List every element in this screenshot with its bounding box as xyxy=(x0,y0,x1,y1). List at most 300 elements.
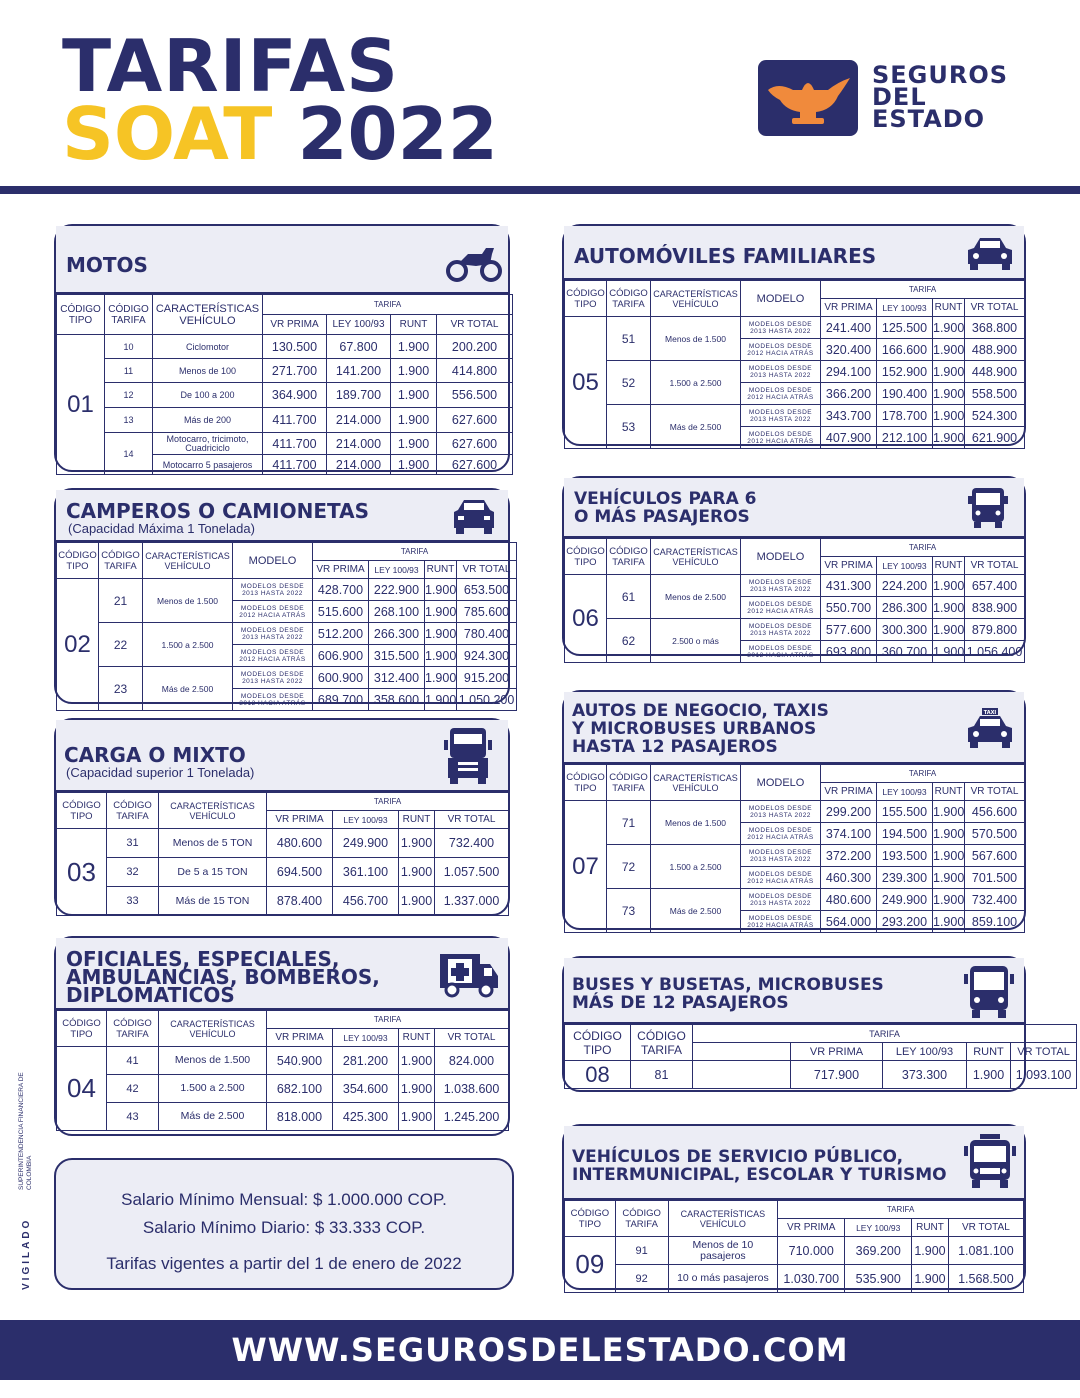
card-header xyxy=(56,720,508,792)
vr-total: 732.400 xyxy=(965,889,1025,911)
col-modelo: MODELO xyxy=(741,281,821,317)
card-publico xyxy=(562,1124,1026,1290)
vr-prima: 606.900 xyxy=(313,645,369,667)
vr-prima: 428.700 xyxy=(313,579,369,601)
motos-table xyxy=(56,294,513,475)
caracteristica: Menos de 100 xyxy=(153,359,263,383)
runt: 1.900 xyxy=(933,641,965,663)
title-line-2 xyxy=(62,92,498,176)
runt: 1.900 xyxy=(933,317,965,339)
runt: 1.900 xyxy=(933,619,965,641)
motorcycle-icon xyxy=(446,240,502,287)
table-row xyxy=(565,889,1025,911)
vr-prima: 818.000 xyxy=(267,1103,333,1131)
runt: 1.900 xyxy=(933,889,965,911)
ley: 312.400 xyxy=(369,667,425,689)
vr-prima: 550.700 xyxy=(821,597,877,619)
caracteristica: De 100 a 200 xyxy=(153,383,263,408)
logo-line-3: ESTADO xyxy=(872,105,986,133)
table-row xyxy=(565,845,1025,867)
tarifa-code: 52 xyxy=(607,361,651,405)
vr-total: 414.800 xyxy=(437,359,513,383)
vr-total: 732.400 xyxy=(435,829,509,858)
card-autos xyxy=(562,224,1026,446)
tarifa-code: 41 xyxy=(107,1047,159,1075)
vr-total: 570.500 xyxy=(965,823,1025,845)
col-codigo-tipo: CÓDIGO TIPO xyxy=(57,793,107,829)
col-ley: LEY 100/93 xyxy=(883,1043,967,1061)
card-header xyxy=(56,938,508,1010)
ley: 373.300 xyxy=(883,1061,967,1089)
salary-info-box xyxy=(54,1158,514,1290)
vr-total: 1.056.400 xyxy=(965,641,1025,663)
ley: 193.500 xyxy=(877,845,933,867)
col-runt: RUNT xyxy=(391,315,437,335)
ley: 212.100 xyxy=(877,427,933,449)
col-tarifa: TARIFA xyxy=(263,295,513,315)
card-title: AUTOMÓVILES FAMILIARES xyxy=(574,244,877,268)
tipo-code: 07 xyxy=(565,801,607,933)
taxi-sign: TAXI xyxy=(983,710,997,716)
col-vr-prima: VR PRIMA xyxy=(821,299,877,317)
col-caracteristicas: CARACTERÍSTICAS VEHÍCULO xyxy=(651,765,741,801)
caracteristica: De 5 a 15 TON xyxy=(159,858,267,887)
vr-total: 785.600 xyxy=(457,601,517,623)
col-codigo-tipo: CÓDIGO TIPO xyxy=(57,1011,107,1047)
superintendencia-label: SUPERINTENDENCIA FINANCIERA DE COLOMBIA xyxy=(18,1072,33,1190)
tipo-code: 09 xyxy=(565,1237,616,1293)
col-vr-prima: VR PRIMA xyxy=(821,783,877,801)
tarifa-code: 23 xyxy=(99,667,143,711)
col-ley: LEY 100/93 xyxy=(369,561,425,579)
tarifa-code: 22 xyxy=(99,623,143,667)
tarifa-code: 73 xyxy=(607,889,651,933)
vr-prima: 411.700 xyxy=(263,433,327,455)
col-runt: RUNT xyxy=(933,557,965,575)
vr-prima: 878.400 xyxy=(267,887,333,916)
card-header xyxy=(564,478,1024,538)
col-caracteristicas: CARACTERÍSTICAS VEHÍCULO xyxy=(159,793,267,829)
card-header xyxy=(564,1126,1024,1200)
table-row xyxy=(57,667,517,689)
vr-prima: 1.030.700 xyxy=(778,1265,845,1293)
caracteristica: Más de 2.500 xyxy=(143,667,233,711)
caracteristica: Más de 200 xyxy=(153,408,263,433)
ley: 178.700 xyxy=(877,405,933,427)
table-row xyxy=(57,1103,509,1131)
runt: 1.900 xyxy=(425,689,457,711)
modelo: MODELOS DESDE 2013 HASTA 2022 xyxy=(741,619,821,641)
logo-text xyxy=(872,61,1009,133)
tarifa-code: 51 xyxy=(607,317,651,361)
col-codigo-tarifa: CÓDIGO TARIFA xyxy=(607,281,651,317)
tarifa-code: 42 xyxy=(107,1075,159,1103)
col-tarifa: TARIFA xyxy=(267,1011,509,1029)
runt: 1.900 xyxy=(391,433,437,455)
vr-total: 1.038.600 xyxy=(435,1075,509,1103)
vr-total: 1.057.500 xyxy=(435,858,509,887)
runt: 1.900 xyxy=(933,801,965,823)
title-line-1: TARIFAS xyxy=(62,24,399,108)
vr-prima: 374.100 xyxy=(821,823,877,845)
tarifa-code: 71 xyxy=(607,801,651,845)
vr-total: 556.500 xyxy=(437,383,513,408)
caracteristica: Menos de 1.500 xyxy=(651,317,741,361)
runt: 1.900 xyxy=(933,339,965,361)
caracteristica: 1.500 a 2.500 xyxy=(159,1075,267,1103)
card-header xyxy=(564,692,1024,764)
col-codigo-tarifa: CÓDIGO TARIFA xyxy=(107,793,159,829)
vr-prima: 271.700 xyxy=(263,359,327,383)
col-tarifa: TARIFA xyxy=(821,281,1025,299)
vr-total: 627.600 xyxy=(437,408,513,433)
tipo-code: 03 xyxy=(57,829,107,916)
car-icon xyxy=(966,236,1014,277)
col-codigo-tarifa: CÓDIGO TARIFA xyxy=(615,1201,668,1237)
col-runt: RUNT xyxy=(399,1029,435,1047)
tarifa-code: 21 xyxy=(99,579,143,623)
card-title: OFICIALES, ESPECIALES, AMBULANCIAS, BOMBEROS, DIPLOMATICOS xyxy=(66,947,380,1007)
runt: 1.900 xyxy=(425,579,457,601)
header-divider xyxy=(0,186,1080,194)
col-modelo: MODELO xyxy=(741,539,821,575)
pickup-truck-icon xyxy=(452,496,496,541)
logo-line-2: DEL xyxy=(872,83,927,111)
modelo: MODELOS DESDE 2013 HASTA 2022 xyxy=(233,579,313,601)
ley: 222.900 xyxy=(369,579,425,601)
runt: 1.900 xyxy=(391,359,437,383)
runt: 1.900 xyxy=(425,601,457,623)
ley: 155.500 xyxy=(877,801,933,823)
caracteristica: Más de 2.500 xyxy=(651,889,741,933)
modelo: MODELOS DESDE 2013 HASTA 2022 xyxy=(741,889,821,911)
col-vr-prima: VR PRIMA xyxy=(778,1219,845,1237)
caracteristica: 2.500 o más xyxy=(651,619,741,663)
salario-diario: Salario Mínimo Diario: $ 33.333 COP. xyxy=(142,1218,426,1237)
table-row xyxy=(565,1061,1077,1089)
modelo: MODELOS DESDE 2013 HASTA 2022 xyxy=(741,405,821,427)
col-codigo-tarifa: CÓDIGO TARIFA xyxy=(99,543,143,579)
runt: 1.900 xyxy=(425,645,457,667)
title-year: 2022 xyxy=(297,92,498,176)
caracteristica: Menos de 10 pasajeros xyxy=(668,1237,778,1265)
ley: 369.200 xyxy=(845,1237,912,1265)
table-row xyxy=(57,858,509,887)
tarifas-vigencia: Tarifas vigentes a partir del 1 de enero de 2022 xyxy=(106,1254,462,1273)
card-taxis xyxy=(562,690,1026,930)
runt: 1.900 xyxy=(933,405,965,427)
ley: 189.700 xyxy=(327,383,391,408)
vr-total: 448.900 xyxy=(965,361,1025,383)
vr-prima: 564.000 xyxy=(821,911,877,933)
vr-prima: 480.600 xyxy=(821,889,877,911)
vr-prima: 366.200 xyxy=(821,383,877,405)
bus-icon xyxy=(964,964,1014,1025)
card-seis-pasajeros xyxy=(562,476,1026,659)
ley: 141.200 xyxy=(327,359,391,383)
runt: 1.900 xyxy=(399,887,435,916)
ley: 315.500 xyxy=(369,645,425,667)
card-oficiales xyxy=(54,936,510,1136)
runt: 1.900 xyxy=(425,623,457,645)
runt: 1.900 xyxy=(391,455,437,475)
table-row xyxy=(57,359,513,383)
col-codigo-tarifa: CÓDIGO TARIFA xyxy=(607,765,651,801)
caracteristica: Más de 2.500 xyxy=(159,1103,267,1131)
tarifa-code: 14 xyxy=(105,433,153,475)
caracteristica: Menos de 1.500 xyxy=(159,1047,267,1075)
tarifa-code: 91 xyxy=(615,1237,668,1265)
modelo: MODELOS DESDE 2012 HACIA ATRÁS xyxy=(741,597,821,619)
tarifa-code: 33 xyxy=(107,887,159,916)
caracteristica: 10 o más pasajeros xyxy=(668,1265,778,1293)
table-row xyxy=(57,433,513,455)
ley: 249.900 xyxy=(877,889,933,911)
ley: 425.300 xyxy=(333,1103,399,1131)
modelo: MODELOS DESDE 2013 HASTA 2022 xyxy=(741,801,821,823)
table-row xyxy=(565,361,1025,383)
table-row xyxy=(565,317,1025,339)
carga-table xyxy=(56,792,509,916)
modelo: MODELOS DESDE 2012 HACIA ATRÁS xyxy=(741,867,821,889)
col-runt: RUNT xyxy=(425,561,457,579)
col-caracteristicas: CARACTERÍSTICAS VEHÍCULO xyxy=(668,1201,778,1237)
modelo: MODELOS DESDE 2012 HACIA ATRÁS xyxy=(741,641,821,663)
ley: 535.900 xyxy=(845,1265,912,1293)
card-title: CAMPEROS O CAMIONETAS xyxy=(66,499,369,523)
vr-prima: 411.700 xyxy=(263,408,327,433)
genie-lamp-icon xyxy=(758,60,858,136)
col-vr-prima: VR PRIMA xyxy=(821,557,877,575)
card-buses xyxy=(562,956,1072,1092)
table-row xyxy=(565,405,1025,427)
vr-prima: 577.600 xyxy=(821,619,877,641)
caracteristica: 1.500 a 2.500 xyxy=(143,623,233,667)
caracteristica: Menos de 2.500 xyxy=(651,575,741,619)
tipo-code: 06 xyxy=(565,575,607,663)
modelo: MODELOS DESDE 2012 HACIA ATRÁS xyxy=(741,383,821,405)
tarifa-code: 61 xyxy=(607,575,651,619)
vr-prima: 294.100 xyxy=(821,361,877,383)
van-icon xyxy=(968,486,1008,535)
vr-total: 657.400 xyxy=(965,575,1025,597)
table-row xyxy=(57,408,513,433)
col-codigo-tipo: CÓDIGO TIPO xyxy=(565,765,607,801)
col-vr-total: VR TOTAL xyxy=(1011,1043,1077,1061)
caracteristica: Menos de 5 TON xyxy=(159,829,267,858)
school-bus-icon xyxy=(962,1134,1018,1195)
vr-prima: 515.600 xyxy=(313,601,369,623)
buses-table xyxy=(564,1024,1077,1089)
col-vr-prima: VR PRIMA xyxy=(267,1029,333,1047)
modelo: MODELOS DESDE 2012 HACIA ATRÁS xyxy=(741,339,821,361)
tarifa-code: 10 xyxy=(105,335,153,359)
vr-total: 824.000 xyxy=(435,1047,509,1075)
table-row xyxy=(57,383,513,408)
salario-mensual: Salario Mínimo Mensual: $ 1.000.000 COP. xyxy=(121,1190,447,1209)
caracteristica: 1.500 a 2.500 xyxy=(651,845,741,889)
vr-total: 627.600 xyxy=(437,455,513,475)
modelo: MODELOS DESDE 2012 HACIA ATRÁS xyxy=(233,601,313,623)
tarifa-code: 43 xyxy=(107,1103,159,1131)
runt: 1.900 xyxy=(399,858,435,887)
vr-total: 924.300 xyxy=(457,645,517,667)
col-tarifa: TARIFA xyxy=(821,765,1025,783)
runt: 1.900 xyxy=(425,667,457,689)
col-ley: LEY 100/93 xyxy=(333,811,399,829)
ley: 214.000 xyxy=(327,408,391,433)
tarifa-code: 53 xyxy=(607,405,651,449)
tarifa-code: 62 xyxy=(607,619,651,663)
caracteristica: Más de 15 TON xyxy=(159,887,267,916)
col-runt: RUNT xyxy=(912,1219,949,1237)
runt: 1.900 xyxy=(391,335,437,359)
col-codigo-tipo: CÓDIGO TIPO xyxy=(57,295,105,335)
vr-total: 1.337.000 xyxy=(435,887,509,916)
vr-prima: 343.700 xyxy=(821,405,877,427)
vr-total: 1.093.100 xyxy=(1011,1061,1077,1089)
col-tarifa: TARIFA xyxy=(778,1201,1024,1219)
col-codigo-tarifa: CÓDIGO TARIFA xyxy=(631,1025,693,1061)
tarifa-code: 12 xyxy=(105,383,153,408)
tipo-code: 01 xyxy=(57,335,105,475)
col-runt: RUNT xyxy=(967,1043,1011,1061)
caracteristica: Motocarro 5 pasajeros xyxy=(153,455,263,475)
col-codigo-tarifa: CÓDIGO TARIFA xyxy=(607,539,651,575)
ley: 125.500 xyxy=(877,317,933,339)
vr-total: 567.600 xyxy=(965,845,1025,867)
autos-table xyxy=(564,280,1025,449)
ley: 268.100 xyxy=(369,601,425,623)
ley: 360.700 xyxy=(877,641,933,663)
col-vr-prima: VR PRIMA xyxy=(791,1043,883,1061)
caracteristica: 1.500 a 2.500 xyxy=(651,361,741,405)
table-row xyxy=(57,829,509,858)
col-ley: LEY 100/93 xyxy=(877,557,933,575)
card-title: BUSES Y BUSETAS, MICROBUSES MÁS DE 12 PASAJEROS xyxy=(572,975,884,1013)
col-caracteristicas: CARACTERÍSTICAS VEHÍCULO xyxy=(651,281,741,317)
tarifa-code: 92 xyxy=(615,1265,668,1293)
taxi-icon xyxy=(966,706,1014,755)
logo-line-1: SEGUROS xyxy=(872,61,1009,89)
col-tarifa: TARIFA xyxy=(313,543,517,561)
modelo: MODELOS DESDE 2012 HACIA ATRÁS xyxy=(741,823,821,845)
ley: 214.000 xyxy=(327,433,391,455)
col-codigo-tipo: CÓDIGO TIPO xyxy=(565,1201,616,1237)
modelo: MODELOS DESDE 2013 HASTA 2022 xyxy=(741,575,821,597)
runt: 1.900 xyxy=(912,1237,949,1265)
tipo-code: 04 xyxy=(57,1047,107,1131)
vr-total: 859.100 xyxy=(965,911,1025,933)
modelo: MODELOS DESDE 2013 HASTA 2022 xyxy=(741,361,821,383)
card-title: VEHÍCULOS PARA 6 O MÁS PASAJEROS xyxy=(574,489,757,527)
vr-prima: 372.200 xyxy=(821,845,877,867)
table-row xyxy=(57,887,509,916)
runt: 1.900 xyxy=(933,823,965,845)
col-ley: LEY 100/93 xyxy=(877,299,933,317)
vr-total: 368.800 xyxy=(965,317,1025,339)
vr-prima: 689.700 xyxy=(313,689,369,711)
tipo-code: 08 xyxy=(565,1061,631,1089)
ley: 300.300 xyxy=(877,619,933,641)
ley: 224.200 xyxy=(877,575,933,597)
card-motos xyxy=(54,224,510,472)
ley: 354.600 xyxy=(333,1075,399,1103)
vr-total: 879.800 xyxy=(965,619,1025,641)
ley: 214.000 xyxy=(327,455,391,475)
tarifa-code: 11 xyxy=(105,359,153,383)
vigilado-label: VIGILADO xyxy=(21,1217,32,1290)
vr-prima: 693.800 xyxy=(821,641,877,663)
col-tarifa: TARIFA xyxy=(693,1025,1077,1043)
card-header xyxy=(564,958,1024,1024)
caracteristica: Más de 2.500 xyxy=(651,405,741,449)
col-codigo-tarifa: CÓDIGO TARIFA xyxy=(105,295,153,335)
col-vr-total: VR TOTAL xyxy=(965,557,1025,575)
vr-total: 524.300 xyxy=(965,405,1025,427)
ley: 239.300 xyxy=(877,867,933,889)
modelo: MODELOS DESDE 2012 HACIA ATRÁS xyxy=(741,911,821,933)
vr-prima: 407.900 xyxy=(821,427,877,449)
table-row xyxy=(57,335,513,359)
vr-prima: 540.900 xyxy=(267,1047,333,1075)
footer-url[interactable]: WWW.SEGUROSDELESTADO.COM xyxy=(0,1320,1080,1380)
ley: 293.200 xyxy=(877,911,933,933)
col-runt: RUNT xyxy=(399,811,435,829)
vr-total: 653.500 xyxy=(457,579,517,601)
modelo: MODELOS DESDE 2012 HACIA ATRÁS xyxy=(233,689,313,711)
vr-total: 1.245.200 xyxy=(435,1103,509,1131)
col-vr-prima: VR PRIMA xyxy=(267,811,333,829)
tarifa-code: 13 xyxy=(105,408,153,433)
vr-total: 915.200 xyxy=(457,667,517,689)
card-header xyxy=(56,226,508,294)
vr-total: 1.050.200 xyxy=(457,689,517,711)
blank-cell xyxy=(693,1043,791,1061)
vr-total: 1.568.500 xyxy=(948,1265,1023,1293)
col-runt: RUNT xyxy=(933,783,965,801)
table-row xyxy=(57,579,517,601)
ley: 152.900 xyxy=(877,361,933,383)
ley: 190.400 xyxy=(877,383,933,405)
seis-table xyxy=(564,538,1025,663)
vr-total: 200.200 xyxy=(437,335,513,359)
table-row xyxy=(565,575,1025,597)
vr-total: 627.600 xyxy=(437,433,513,455)
col-codigo-tarifa: CÓDIGO TARIFA xyxy=(107,1011,159,1047)
col-modelo: MODELO xyxy=(741,765,821,801)
ley: 456.700 xyxy=(333,887,399,916)
table-row xyxy=(565,619,1025,641)
card-title: AUTOS DE NEGOCIO, TAXIS Y MICROBUSES URBANOS HASTA 12 PASAJEROS xyxy=(572,701,829,757)
vr-prima: 710.000 xyxy=(778,1237,845,1265)
runt: 1.900 xyxy=(399,829,435,858)
card-camperos xyxy=(54,488,515,707)
runt: 1.900 xyxy=(933,575,965,597)
modelo: MODELOS DESDE 2013 HASTA 2022 xyxy=(741,845,821,867)
col-ley: LEY 100/93 xyxy=(845,1219,912,1237)
card-header xyxy=(564,226,1024,280)
vr-prima: 480.600 xyxy=(267,829,333,858)
modelo: MODELOS DESDE 2013 HASTA 2022 xyxy=(233,623,313,645)
vr-prima: 411.700 xyxy=(263,455,327,475)
runt: 1.900 xyxy=(933,845,965,867)
title-soat: SOAT xyxy=(62,92,273,176)
col-vr-total: VR TOTAL xyxy=(948,1219,1023,1237)
ley: 286.300 xyxy=(877,597,933,619)
runt: 1.900 xyxy=(933,383,965,405)
vr-prima: 241.400 xyxy=(821,317,877,339)
